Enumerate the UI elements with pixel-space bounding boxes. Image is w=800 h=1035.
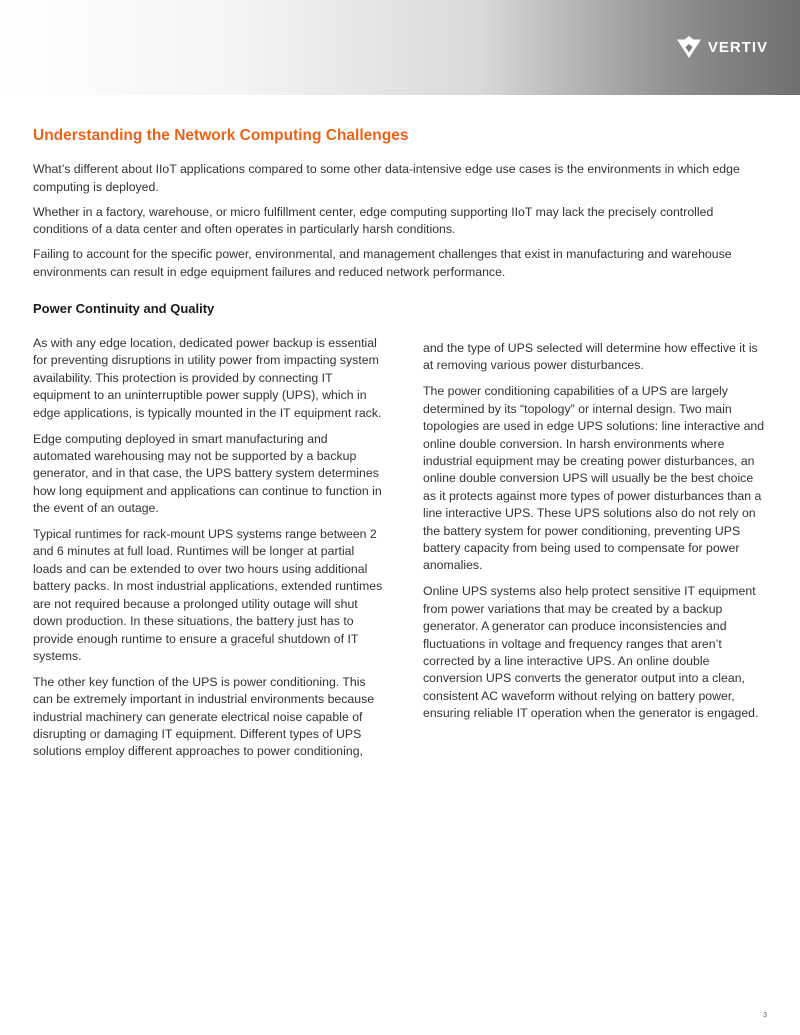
section-title: Understanding the Network Computing Challenges [33,127,409,144]
two-column-body [33,335,768,785]
right-column [423,340,768,723]
page-number: 3 [763,1012,767,1019]
body-paragraph: Typical runtimes for rack-mount UPS systems range between 2 and 6 minutes at full load. Runtimes will be longer at partial loads and can be extended to over two hours using additional battery packs. In most industrial applications, extended runtimes are not required because a prolonged utility outage will shut down production. In these situations, the battery just has to provide enough runtime to ensure a graceful shutdown of IT systems. [33,527,383,663]
intro-paragraph: What’s different about IIoT applications compared to some other data-intensive edge use cases is the environments in which edge computing is deployed. [33,162,740,194]
intro-paragraphs [33,161,768,281]
body-paragraph: and the type of UPS selected will determine how effective it is at removing various power disturbances. [423,341,758,373]
brand-name: VERTIV [707,38,768,56]
body-paragraph: As with any edge location, dedicated power backup is essential for preventing disruptions in utility power from impacting system availability. This protection is provided by connecting IT equipment to an uninterruptible power supply (UPS), which in edge applications, is typically mounted in the IT equipment rack. [33,336,382,420]
header-band [0,0,800,95]
body-paragraph: Online UPS systems also help protect sensitive IT equipment from power variations that may be created by a backup generator. A generator can produce inconsistencies and fluctuations in voltage and frequency ranges that aren’t corrected by a line interactive UPS. An online double conversion UPS converts the generator output into a clean, consistent AC waveform without relying on battery power, ensuring reliable IT operation when the generator is engaged. [423,584,759,721]
left-column [33,335,383,761]
body-paragraph: The other key function of the UPS is power conditioning. This can be extremely important in industrial environments because industrial machinery can generate electrical noise capable of disrupting or damaging IT equipment. Different types of UPS solutions employ different approaches to power conditioning, [33,674,375,759]
intro-paragraph: Failing to account for the specific power, environmental, and management challenges that exist in manufacturing and warehouse environments can result in edge equipment failures and reduced network performance. [33,247,732,279]
intro-paragraph: Whether in a factory, warehouse, or micro fulfillment center, edge computing supporting IIoT may lack the precisely controlled conditions of a data center and often operates in particularly harsh conditions. [33,204,714,236]
body-paragraph: The power conditioning capabilities of a UPS are largely determined by its “topology” or internal design. Two main topologies are used in edge UPS solutions: line interactive and online double conversion. In harsh environments where industrial equipment may be creating power disturbances, an online double conversion UPS will usually be the best choice as it protects against more types of power disturbances than a line interactive UPS. These UPS solutions also do not rely on the battery system for power conditioning, preventing UPS battery capacity from being used to compensate for power anomalies. [423,384,765,573]
body-paragraph: Edge computing deployed in smart manufacturing and automated warehousing may not be supported by a backup generator, and in that case, the UPS battery system determines how long equipment and applications can continue to function in the event of an outage. [33,431,382,516]
brand-logo[interactable] [677,36,768,58]
subsection-title: Power Continuity and Quality [33,301,215,316]
vertiv-logo-icon [677,36,701,58]
main-content [33,126,768,318]
